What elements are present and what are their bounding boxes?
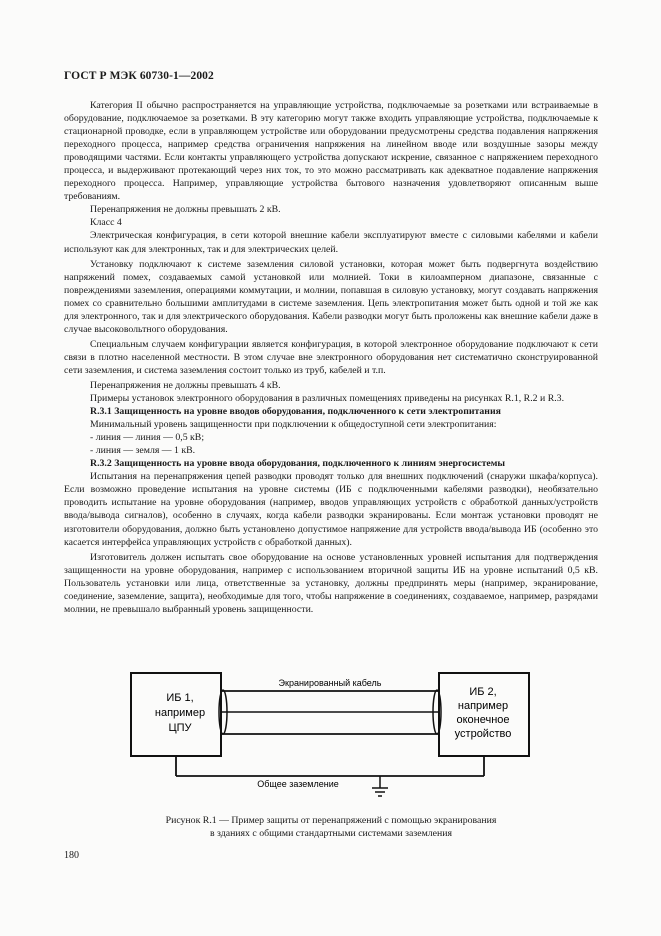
- document-header: ГОСТ Р МЭК 60730-1—2002: [64, 70, 214, 82]
- paragraph: Изготовитель должен испытать свое оборудование на основе установленных уровней испытания для подтверждения защищенности на уровне оборудования, например с использованием вторичной защиты ИБ на уровне испытаний 0,5 кВ. Пользователь установки или лица, ответственные за установку, должны предпринять меры (например, экранирование, соединение, заземление, защита), необходимые для того, чтобы напряжение в соединениях, создаваемое, например, разрядами молнии, не превышало выбранный уровень защищенности.: [64, 551, 598, 615]
- caption-line-2: в зданиях с общими стандартными системами заземления: [209, 828, 453, 839]
- paragraph: Перенапряжения не должны превышать 4 кВ.: [90, 379, 281, 391]
- paragraph: Специальным случаем конфигурации является конфигурация, в которой электронное оборудование подключают к сети связи в плотно населенной местности. В этом случае вне электронного оборудования нет систематично сконструированной сети заземления, и система заземления состоит только из труб, кабелей и т.п.: [64, 338, 598, 376]
- section-heading: R.3.1 Защищенность на уровне вводов оборудования, подключенного к сети электропитания: [90, 406, 501, 418]
- list-item: - линия — земля — 1 кВ.: [90, 445, 196, 457]
- caption-line-1: Рисунок R.1 — Пример защиты от перенапряжений с помощью экранирования: [165, 815, 497, 826]
- paragraph: Перенапряжения не должны превышать 2 кВ.: [90, 204, 281, 216]
- ib1-label-line2: например: [154, 707, 206, 719]
- figure-caption: [64, 814, 598, 840]
- paragraph: Установку подключают к системе заземления силовой установки, которая может быть подвергнута воздействию напряжений помех, создаваемых самой установкой или молнией. Токи в килоамперном диапазоне, связанные с повреждениями заземления, операциями коммутации, и молнии, попавшая в силовую установку, могут создавать напряжения помех со сравнительно большими амплитудами в системе заземления. Цепь электропитания может быть одной и той же как для электронного, так и для электрического оборудования. Кабели разводки могут быть проложены как внешние кабели даже в случае высоковольтного оборудования.: [64, 258, 598, 335]
- cable-label: Экранированный кабель: [278, 678, 382, 688]
- ground-label: Общее заземление: [257, 779, 339, 789]
- paragraph: Минимальный уровень защищенности при подключении к общедоступной сети электропитания:: [90, 419, 497, 431]
- list-item: - линия — линия — 0,5 кВ;: [90, 432, 205, 444]
- ib2-label-line4: устройство: [454, 728, 512, 740]
- paragraph: Испытания на перенапряжения цепей разводки проводят только для внешних подключений (снаружи шкафа/корпуса). Если возможно проведение испытания на уровне системы (ИБ с подключенными кабелями разводки), необязательно проводить испытание на уровне оборудования (например, вводов управляющих устройств с обработкой данных/устройств ввода/вывода сигналов), особенно в случаях, когда кабели разводки экранированы. Если монтаж установки проводят не изготовители оборудования, должно быть установлено допустимое напряжение для устройств ввода/вывода ИБ (особенно это касается интерфейса управляющих устройств с обработкой данных).: [64, 471, 598, 548]
- figure-r1-diagram: [128, 660, 532, 800]
- ground-symbol-icon: [372, 788, 388, 796]
- ib1-label-line3: ЦПУ: [168, 722, 192, 734]
- body-text: [64, 99, 598, 616]
- ib2-label-line2: например: [457, 700, 509, 712]
- paragraph: Электрическая конфигурация, в сети которой внешние кабели эксплуатируют вместе с силовыми кабелями и кабели используют как для электронных, так и для электрических целей.: [64, 230, 598, 255]
- ib2-label-line1: ИБ 2,: [469, 686, 497, 698]
- page-number: 180: [64, 850, 79, 861]
- ib1-label-line1: ИБ 1,: [166, 692, 194, 704]
- section-heading: R.3.2 Защищенность на уровне ввода оборудования, подключенного к линиям энергосистемы: [90, 458, 506, 470]
- ib2-label-line3: оконечное: [456, 714, 510, 726]
- paragraph: Примеры установок электронного оборудования в различных помещениях приведены на рисунках R.1, R.2 и R.3.: [90, 393, 565, 405]
- paragraph: Класс 4: [90, 217, 122, 229]
- paragraph: Категория II обычно распространяется на управляющие устройства, подключаемые за розетками или встраиваемые в оборудование, подключаемое за розетками. В эту категорию могут также входить управляющие устройства, подключаемые к стационарной проводке, если в управляющем устройстве или оборудовании предусмотрены средства подавления напряжения переходного процесса, например средства ограничения напряжения на линейном вводе или воздушные зазоры между проводящими частями. Если контакты управляющего устройства допускают искрение, связанное с напряжением переходного процесса, и выдерживают протекающий через них ток, то это можно рассматривать как адекватное подавление напряжения переходного процесса. Например, управляющие устройства бытового назначения удовлетворяют описанным выше требованиям.: [64, 100, 598, 203]
